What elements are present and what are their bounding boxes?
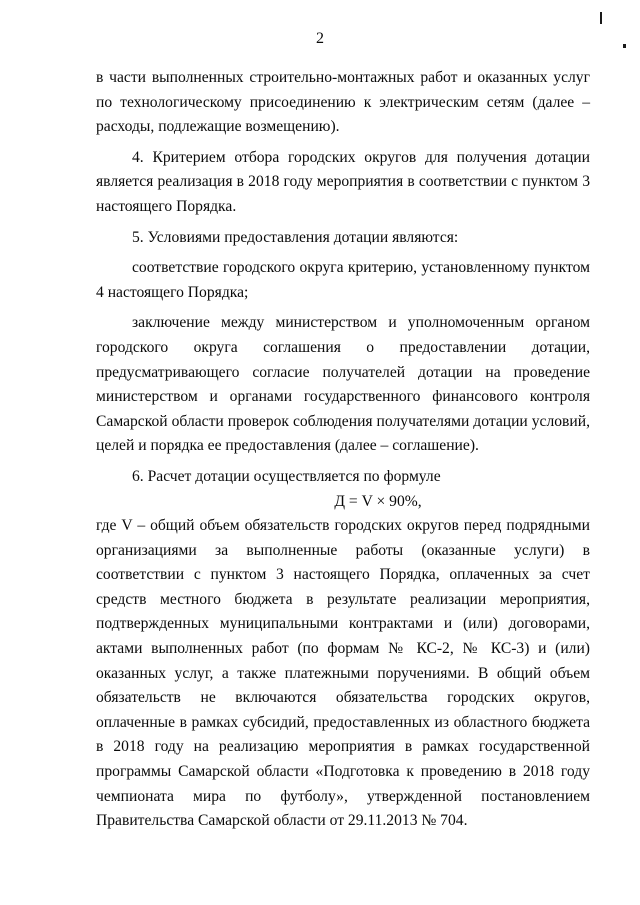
scan-edge-mark bbox=[600, 12, 602, 24]
document-body bbox=[96, 66, 590, 834]
page-number: 2 bbox=[316, 30, 324, 47]
subsidy-formula: Д = V × 90%, bbox=[334, 492, 422, 510]
paragraph-calculation-heading: 6. Расчет дотации осуществляется по формуле bbox=[132, 467, 441, 485]
paragraph-condition-agreement: заключение между министерством и уполномоченным органом городского округа соглашения о предоставлении дотации, предусматривающего согласие получателей дотации на проведение министерством и органами государственного финансового контроля Самарской области проверок соблюдения получателями дотации условий, целей и порядка ее предоставления (далее – соглашение). bbox=[96, 314, 590, 455]
paragraph-selection-criterion: 4. Критерием отбора городских округов для получения дотации является реализация в 2018 году мероприятия в соответствии с пунктом 3 настоящего Порядка. bbox=[96, 148, 590, 215]
paragraph-expense-definition: в части выполненных строительно-монтажных работ и оказанных услуг по технологическому присоединению к электрическим сетям (далее – расходы, подлежащие возмещению). bbox=[96, 69, 590, 136]
paragraph-conditions-heading: 5. Условиями предоставления дотации являются: bbox=[132, 228, 459, 246]
paragraph-condition-criterion: соответствие городского округа критерию, установленному пунктом 4 настоящего Порядка; bbox=[96, 259, 590, 301]
paragraph-formula-explanation: где V – общий объем обязательств городских округов перед подрядными организациями за выполненные работы (оказанные услуги) в соответствии с пунктом 3 настоящего Порядка, оплаченных за счет средств местного бюджета в результате реализации мероприятия, подтвержденных муниципальными контрактами и (или) договорами, актами выполненных работ (по формам № КС-2, № КС-3) и (или) оказанных услуг, а также платежными поручениями. В общий объем обязательств не включаются обязательства городских округов, оплаченные в рамках субсидий, предоставленных из областного бюджета в 2018 году на реализацию мероприятия в рамках государственной программы Самарской области «Подготовка к проведению в 2018 году чемпионата мира по футболу», утвержденной постановлением Правительства Самарской области от 29.11.2013 № 704. bbox=[96, 517, 590, 830]
